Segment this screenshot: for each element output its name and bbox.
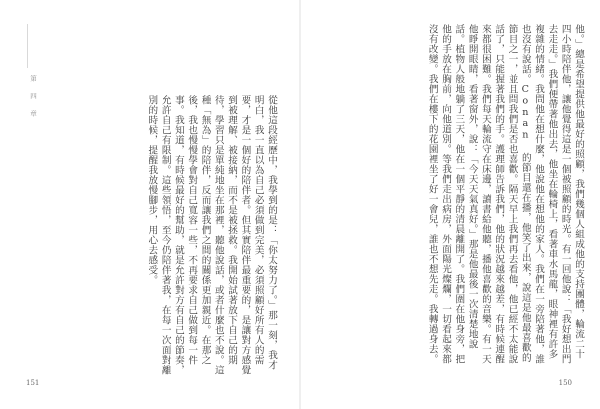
right-page (300, 0, 600, 409)
right-page-number: 150 (558, 379, 572, 387)
right-page-body-text: 他。」總是希望提供他最好的照顧，我們幾個人組成他的支持團體，輪流二十四小時陪伴他，讓他覺得這是一個被照顧的時光。有一回他說：「我好想出門去走走。」我們便帶著他出去，他坐在輪椅上，看著車水馬龍，眼神裡有許多複雜的情緒。我問他在想什麼，他說他在想他的家人。我們在一旁陪著他，誰也沒有說話。Conan 的節目還在播，他笑了出來，說這是他最喜歡的節目之一，並且問我們是否也喜歡。隔天早上我們再去看他，他已經不太能說話了，只能握著我們的手。護理師告訴我們，他的狀況越來越差，有時候連醒來都很困難。我們每天輪流守在床邊，讀書給他聽，播他喜歡的音樂。有一天他睜開眼睛，看著窗外，說：「今天天氣真好。」那是他最後一次清楚地說話。植物人般地躺了三天，他在一個平靜的清晨離開了。我們圍在他身旁，把他的手放在胸前，向他道別。等我們走出病房，外面陽光燦爛，一切看起來都沒有改變。我們在樓下的花園裡坐了好一會兒，誰也不想先走。我轉過身去。 (426, 24, 584, 364)
running-head: 第 四 章 (29, 75, 37, 118)
left-page-number: 151 (26, 379, 40, 387)
left-page-body-text: 從他這段經歷中，我學到的是：「你太努力了。」那一刻，我才明白，我一直以為自己必須做到完美，必須照顧好所有人的需要，才是一個好的陪伴者。但其實陪伴最重要的，是讓對方感覺到被理解、被接納，而不是被拯救。我開始試著放下自己的期待，學習只是單純地坐在那裡，聽他說話，或者什麼也不說。這種「無為」的陪伴，反而讓我們之間的關係更加親近。在那之後，我也慢慢學會對自己寬容一些，不再要求自己做到每一件事。我知道，有時候最好的幫助，就是允許對方有自己的節奏，允許自己有限制。這些領悟，至今仍陪伴著我，在每一次面對離別的時候，提醒我放慢腳步，用心去感受。 (146, 95, 277, 375)
header-rule (27, 24, 28, 68)
